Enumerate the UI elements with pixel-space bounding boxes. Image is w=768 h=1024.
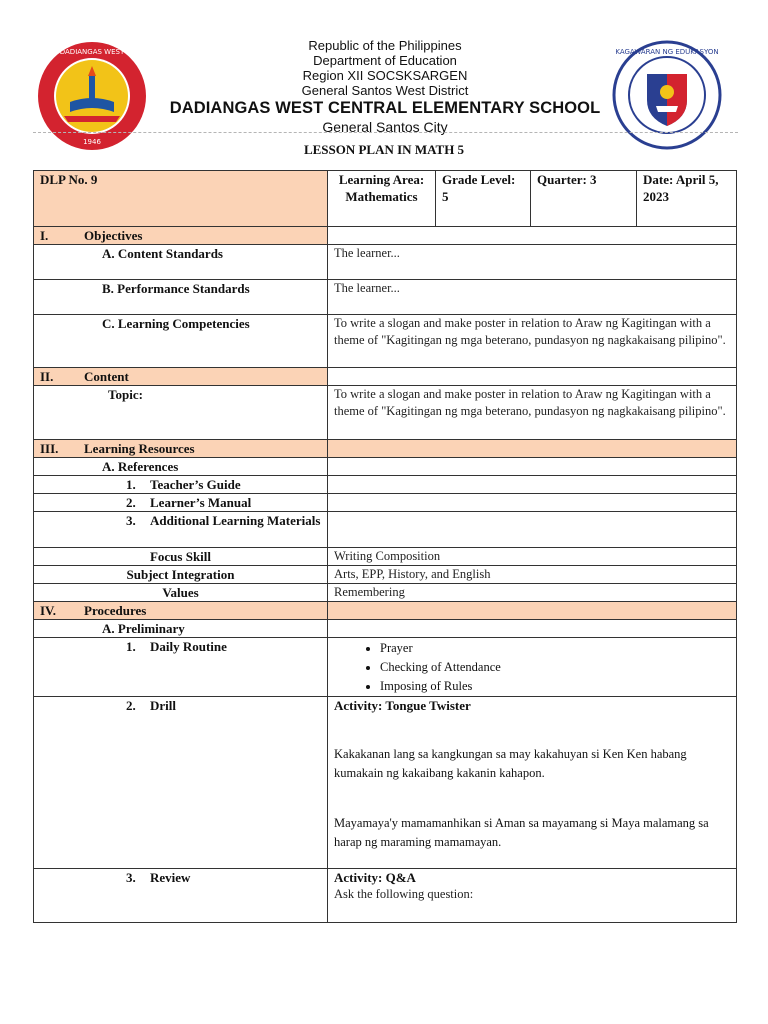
row-content-standards (34, 245, 737, 280)
row-label: Review (150, 870, 191, 885)
section-objectives (34, 227, 737, 245)
tongue-twister-1: Kakakanan lang sa kangkungan sa may kakahuyan si Ken Ken habang kumakain ng kakaibang kakanin kahapon. (334, 747, 687, 780)
row-label: Subject Integration (34, 566, 328, 584)
section-label: Learning Resources (84, 441, 195, 456)
quarter: Quarter: 3 (531, 171, 637, 227)
row-label: Values (34, 584, 328, 602)
row-value: Arts, EPP, History, and English (328, 566, 737, 584)
row-preliminary (34, 620, 737, 638)
lesson-plan-table (33, 170, 737, 923)
section-number: II. (40, 369, 54, 384)
department-line: Department of Education (313, 53, 457, 68)
row-subject-integration (34, 566, 737, 584)
routine-list (334, 639, 730, 696)
item-number: 1. (126, 477, 136, 492)
row-label: A. Content Standards (34, 245, 328, 280)
row-label: C. Learning Competencies (34, 315, 328, 368)
section-number: III. (40, 441, 59, 456)
dlp-number: DLP No. 9 (34, 171, 328, 227)
date: Date: April 5, 2023 (637, 171, 737, 227)
deped-seal-icon (612, 40, 722, 150)
district-line: General Santos West District (301, 83, 469, 98)
section-label: Objectives (84, 228, 143, 243)
section-content (34, 368, 737, 386)
item-number: 2. (126, 698, 136, 713)
row-value: Remembering (328, 584, 737, 602)
row-values (34, 584, 737, 602)
row-teachers-guide (34, 476, 737, 494)
section-resources (34, 440, 737, 458)
item-number: 2. (126, 495, 136, 510)
letterhead (0, 0, 768, 146)
row-review (34, 869, 737, 923)
row-label: A. References (34, 458, 328, 476)
row-label: Drill (150, 698, 176, 713)
row-learners-manual (34, 494, 737, 512)
learning-area: Learning Area: Mathematics (328, 171, 436, 227)
list-item: • Checking of Attendance (380, 658, 730, 677)
item-number: 3. (126, 870, 136, 885)
row-additional-materials (34, 512, 737, 548)
list-item: • Imposing of Rules (380, 677, 730, 696)
review-activity-title: Activity: Q&A (334, 870, 416, 885)
section-label: Procedures (84, 603, 147, 618)
header-divider (33, 132, 738, 133)
row-learning-competencies (34, 315, 737, 368)
list-item: • Prayer (380, 639, 730, 658)
tongue-twister-2: Mayamaya'y mamamanhikan si Aman sa mayamang si Maya malamang sa harap ng maraming mamamayan. (334, 816, 709, 849)
school-name: DADIANGAS WEST CENTRAL ELEMENTARY SCHOOL (169, 99, 601, 117)
grade-level: Grade Level: 5 (436, 171, 531, 227)
svg-text:KAGAWARAN NG EDUKASYON: KAGAWARAN NG EDUKASYON (615, 48, 719, 56)
row-label: A. Preliminary (34, 620, 328, 638)
section-procedures (34, 602, 737, 620)
letterhead-text (160, 38, 610, 136)
section-number: I. (40, 228, 49, 243)
svg-text:DADIANGAS WEST: DADIANGAS WEST (59, 48, 125, 56)
row-topic (34, 386, 737, 440)
row-focus-skill (34, 548, 737, 566)
region-line: Region XII SOCSKSARGEN (302, 68, 468, 83)
page-title: LESSON PLAN IN MATH 5 (303, 142, 465, 157)
row-value: To write a slogan and make poster in relation to Araw ng Kagitingan with a theme of "Kagitingan ng mga beterano, pundasyon ng nagkakaisang pilipino". (328, 315, 737, 368)
republic-line: Republic of the Philippines (308, 38, 462, 53)
row-references (34, 458, 737, 476)
row-performance-standards (34, 280, 737, 315)
svg-text:1946: 1946 (83, 138, 101, 146)
drill-activity-title: Activity: Tongue Twister (334, 698, 471, 713)
row-daily-routine (34, 638, 737, 697)
row-drill (34, 697, 737, 869)
item-number: 1. (126, 639, 136, 654)
row-value: The learner... (328, 280, 737, 315)
row-value: To write a slogan and make poster in relation to Araw ng Kagitingan with a theme of "Kagitingan ng mga beterano, pundasyon ng nagkakaisang pilipino". (328, 386, 737, 440)
row-value: The learner... (328, 245, 737, 280)
city-line: General Santos City (322, 119, 448, 135)
row-label: Additional Learning Materials (150, 513, 321, 528)
section-number: IV. (40, 603, 57, 618)
row-label: Daily Routine (150, 639, 227, 654)
row-label: Teacher’s Guide (150, 477, 241, 492)
row-label: Focus Skill (34, 548, 328, 566)
row-value: Writing Composition (328, 548, 737, 566)
section-label: Content (84, 369, 129, 384)
review-instruction: Ask the following question: (334, 887, 474, 901)
school-seal-icon (36, 40, 148, 152)
row-label: Learner’s Manual (150, 495, 252, 510)
row-label: Topic: (34, 386, 328, 440)
item-number: 3. (126, 513, 136, 528)
row-label: B. Performance Standards (34, 280, 328, 315)
